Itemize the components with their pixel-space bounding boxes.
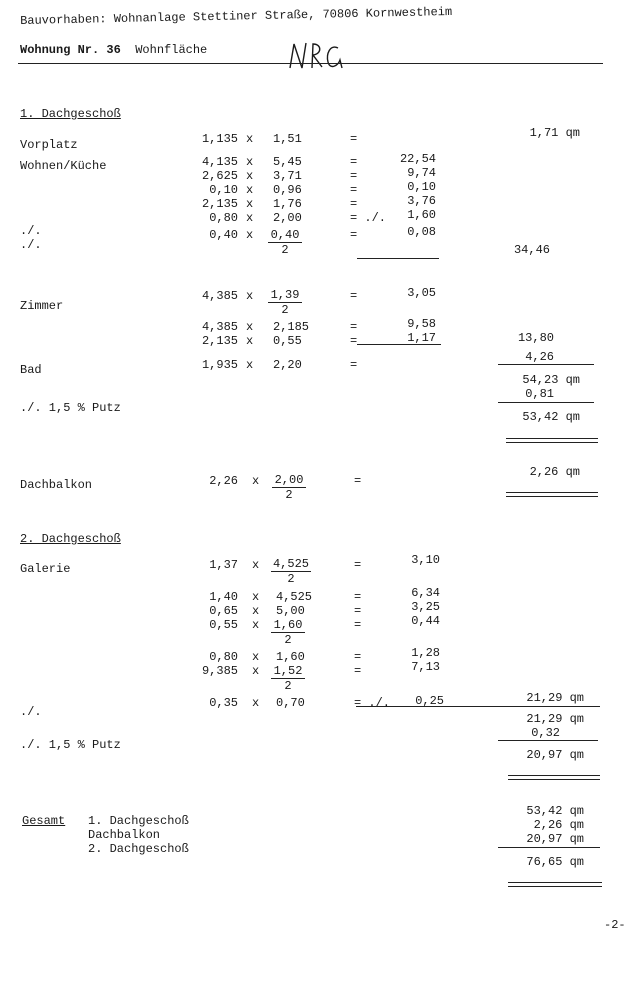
zimmer-factor-a: 4,385 — [201, 289, 238, 303]
galerie-minus-value: 0,25 — [415, 694, 444, 708]
minus-marker: ./. — [20, 224, 42, 238]
zimmer-factor-b: 2,185 — [273, 320, 310, 334]
section2-putz: 0,32 — [531, 726, 560, 740]
times-sign: x — [246, 132, 254, 146]
times-sign: x — [252, 474, 260, 488]
times-sign: x — [252, 604, 260, 618]
page-number: -2- — [604, 918, 626, 932]
equals-sign: = — [350, 183, 358, 197]
gesamt-label: Gesamt — [22, 814, 66, 828]
times-sign: x — [252, 696, 260, 710]
equals-sign: = — [354, 474, 362, 488]
vorplatz-result: 1,71 qm — [529, 126, 580, 140]
fraction — [271, 664, 305, 693]
galerie-factor-b: 5,00 — [276, 604, 305, 618]
equals-sign: = — [354, 590, 362, 604]
sum-rule — [357, 258, 439, 259]
galerie-factor-a: 0,55 — [209, 618, 238, 632]
equals-sign: = — [350, 132, 358, 146]
galerie-factor-b: 4,525 — [276, 590, 313, 604]
times-sign: x — [246, 211, 254, 225]
wohnen-value: 22,54 — [399, 152, 436, 166]
galerie-label: Galerie — [20, 562, 71, 576]
equals-sign: = — [350, 358, 358, 372]
times-sign: x — [246, 320, 254, 334]
fraction-numerator: 4,525 — [272, 557, 309, 571]
galerie-factor-a: 0,65 — [209, 604, 238, 618]
vorplatz-factor-a: 1,135 — [201, 132, 238, 146]
double-rule — [508, 775, 600, 780]
zimmer-factor-a: 2,135 — [201, 334, 238, 348]
times-sign: x — [246, 169, 254, 183]
vorplatz-factor-b: 1,51 — [273, 132, 302, 146]
fraction-numerator: 2,00 — [272, 473, 306, 488]
fraction-numerator: 1,39 — [268, 288, 302, 303]
bad-factor-a: 1,935 — [201, 358, 238, 372]
sum-rule — [356, 706, 600, 707]
section1-subtotal: 54,23 qm — [522, 373, 580, 387]
zimmer-total: 13,80 — [517, 331, 554, 345]
wohnen-value: 0,08 — [407, 225, 436, 239]
gesamt-item-label: Dachbalkon — [88, 828, 161, 842]
zimmer-value: 9,58 — [407, 317, 436, 331]
gesamt-item-value: 2,26 qm — [533, 818, 584, 832]
putz-label: ./. 1,5 % Putz — [20, 401, 121, 415]
section1-title: 1. Dachgeschoß — [20, 107, 121, 121]
wohnen-value: 0,10 — [407, 180, 436, 194]
equals-sign: = — [350, 320, 358, 334]
wohnen-value: 1,60 — [407, 208, 436, 222]
times-sign: x — [246, 183, 254, 197]
galerie-factor-a: 1,40 — [209, 590, 238, 604]
zimmer-factor-b: 0,55 — [273, 334, 302, 348]
wohnen-factor-b: 5,45 — [273, 155, 302, 169]
times-sign: x — [252, 650, 260, 664]
fraction-numerator: 0,40 — [268, 228, 302, 243]
wohnen-value: 9,74 — [407, 166, 436, 180]
wohnen-factor-b: 2,00 — [273, 211, 302, 225]
equals-sign: = — [350, 289, 358, 303]
equals-sign: = — [350, 334, 358, 348]
times-sign: x — [246, 358, 254, 372]
galerie-value: 6,34 — [411, 586, 440, 600]
times-sign: x — [246, 289, 254, 303]
gesamt-item-label: 1. Dachgeschoß — [88, 814, 189, 828]
times-sign: x — [246, 197, 254, 211]
gesamt-item-label: 2. Dachgeschoß — [88, 842, 189, 856]
zimmer-factor-a: 4,385 — [201, 320, 238, 334]
times-sign: x — [246, 228, 254, 242]
galerie-factor-a: 1,37 — [209, 558, 238, 572]
fraction-numerator: 1,60 — [271, 618, 305, 633]
project-label: Bauvorhaben: — [20, 12, 107, 28]
zimmer-value: 3,05 — [407, 286, 436, 300]
equals-sign: = ./. — [350, 211, 387, 225]
galerie-value: 1,28 — [411, 646, 440, 660]
galerie-factor-a: 0,80 — [209, 650, 238, 664]
galerie-value: 7,13 — [411, 660, 440, 674]
section2-title: 2. Dachgeschoß — [20, 532, 121, 546]
balkon-factor-a: 2,26 — [209, 474, 238, 488]
fraction-denominator: 2 — [284, 679, 292, 693]
gesamt-item-value: 53,42 qm — [526, 804, 584, 818]
project-name: Wohnanlage Stettiner Straße, 70806 Kornwestheim — [113, 4, 453, 27]
galerie-factor-a: 9,385 — [201, 664, 238, 678]
area-label: Wohnfläche — [135, 43, 208, 57]
equals-sign: = ./. — [354, 696, 391, 710]
fraction — [271, 618, 305, 647]
times-sign: x — [246, 155, 254, 169]
wohnen-factor-a: 0,80 — [209, 211, 238, 225]
wohnen-factor-b: 1,76 — [273, 197, 302, 211]
project-line — [20, 5, 452, 28]
sum-rule — [357, 344, 441, 345]
galerie-factor-b: 1,60 — [276, 650, 305, 664]
balkon-result: 2,26 qm — [529, 465, 580, 479]
zimmer-value: 1,17 — [407, 331, 436, 345]
times-sign: x — [252, 590, 260, 604]
section1-net: 53,42 qm — [522, 410, 580, 424]
times-sign: x — [252, 664, 260, 678]
fraction — [271, 557, 311, 586]
putz-label: ./. 1,5 % Putz — [20, 738, 121, 752]
galerie-minus-factor-a: 0,35 — [209, 696, 238, 710]
galerie-value: 0,44 — [411, 614, 440, 628]
galerie-value: 3,25 — [411, 600, 440, 614]
wohnen-label: Wohnen/Küche — [20, 159, 107, 173]
gesamt-total: 76,65 qm — [526, 855, 584, 869]
fraction — [268, 228, 302, 257]
equals-sign: = — [354, 650, 362, 664]
equals-sign: = — [350, 155, 358, 169]
equals-sign: = — [350, 169, 358, 183]
gesamt-item-value: 20,97 qm — [526, 832, 584, 846]
bad-result: 4,26 — [525, 350, 554, 364]
unit-line — [20, 43, 207, 57]
zimmer-label: Zimmer — [20, 299, 64, 313]
galerie-minus-factor-b: 0,70 — [276, 696, 305, 710]
minus-marker: ./. — [20, 705, 42, 719]
fraction-denominator: 2 — [287, 572, 295, 586]
sum-rule — [498, 364, 594, 365]
fraction-numerator: 1,52 — [271, 664, 305, 679]
times-sign: x — [252, 558, 260, 572]
bad-label: Bad — [20, 363, 42, 377]
section2-subtotal: 21,29 qm — [526, 712, 584, 726]
equals-sign: = — [354, 558, 362, 572]
equals-sign: = — [350, 197, 358, 211]
section2-net: 20,97 qm — [526, 748, 584, 762]
galerie-total: 21,29 qm — [526, 691, 584, 705]
vorplatz-label: Vorplatz — [20, 138, 78, 152]
double-rule — [506, 438, 598, 443]
wohnen-total: 34,46 — [513, 243, 550, 257]
fraction-denominator: 2 — [281, 243, 289, 257]
wohnen-factor-a: 0,40 — [209, 228, 238, 242]
wohnen-value: 3,76 — [407, 194, 436, 208]
bad-factor-b: 2,20 — [273, 358, 302, 372]
fraction-denominator: 2 — [284, 633, 292, 647]
equals-sign: = — [354, 664, 362, 678]
fraction-denominator: 2 — [285, 488, 293, 502]
unit-label: Wohnung Nr. 36 — [20, 43, 121, 57]
equals-sign: = — [354, 604, 362, 618]
header-rule — [18, 63, 603, 64]
double-rule — [506, 492, 598, 497]
fraction-denominator: 2 — [281, 303, 289, 317]
wohnen-factor-b: 0,96 — [273, 183, 302, 197]
sum-rule — [498, 847, 600, 848]
handwritten-signature — [286, 40, 350, 72]
sum-rule — [498, 740, 598, 741]
wohnen-factor-a: 4,135 — [201, 155, 238, 169]
wohnen-factor-a: 0,10 — [209, 183, 238, 197]
fraction — [268, 288, 302, 317]
galerie-value: 3,10 — [411, 553, 440, 567]
fraction — [272, 473, 306, 502]
section1-putz: 0,81 — [525, 387, 554, 401]
wohnen-factor-a: 2,625 — [201, 169, 238, 183]
sum-rule — [498, 402, 594, 403]
wohnen-factor-a: 2,135 — [201, 197, 238, 211]
minus-marker: ./. — [20, 238, 42, 252]
equals-sign: = — [354, 618, 362, 632]
balkon-label: Dachbalkon — [20, 478, 93, 492]
double-rule — [508, 882, 602, 887]
times-sign: x — [246, 334, 254, 348]
times-sign: x — [252, 618, 260, 632]
equals-sign: = — [350, 228, 358, 242]
wohnen-factor-b: 3,71 — [273, 169, 302, 183]
